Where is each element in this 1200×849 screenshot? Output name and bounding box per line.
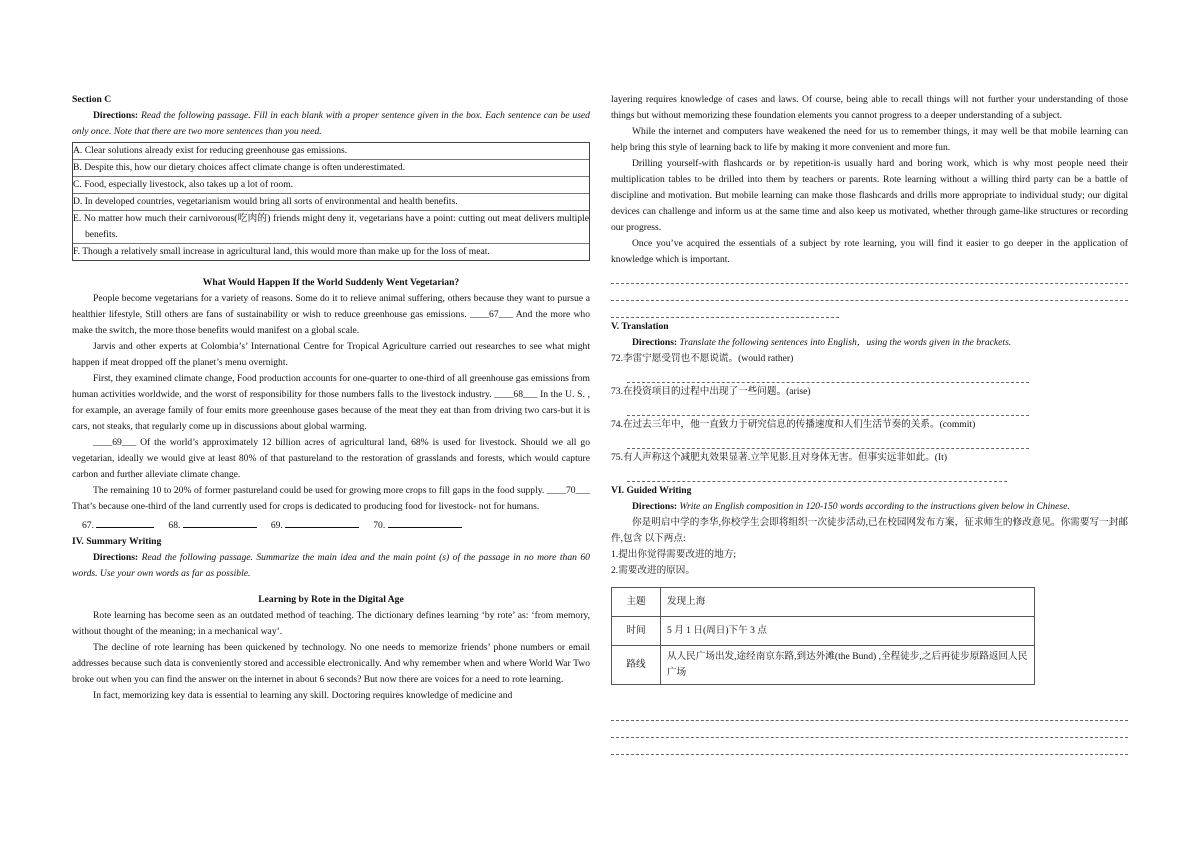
answer-label: 69. — [270, 520, 283, 531]
writing-answer-line[interactable] — [611, 722, 1128, 738]
summary-paragraph: Once you’ve acquired the essentials of a subject by rote learning, you will find it easier to go deeper in the application of knowledge which is important. — [611, 238, 1128, 265]
summary-paragraph: The decline of rote learning has been quickened by technology. No one needs to memorize friends’ phone numbers or email addresses because such data is conveniently stored and accessible electronically. And why remember when and where World War Two broke out when you can find the answer on the internet in about 6 seconds? But now there are voices for a need to rote learning. — [72, 642, 590, 685]
answer-label: 68. — [168, 520, 181, 531]
summary-title: IV. Summary Writing — [72, 536, 162, 547]
summary-paragraph: While the internet and computers have weakened the need for us to remember things, it may well be that mobile learning can help bring this style of learning back to life by making it more convenient and more fun. — [611, 126, 1128, 153]
directions-label: Directions: — [632, 337, 678, 348]
answer-blank-68[interactable] — [183, 515, 257, 528]
translation-item: 72.李雷宁愿受罚也不愿说谎。(would rather) — [611, 353, 794, 364]
directions-text: Translate the following sentences into English，using the words given in the brackets. — [679, 337, 1012, 348]
option-e: E. No matter how much their carnivorous(吃肉的) friends might deny it, vegetarians have a point: cutting out meat delivers multiple benefits. — [73, 211, 589, 244]
summary-paragraph: In fact, memorizing key data is essential to learning any skill. Doctoring requires knowledge of medicine and — [93, 690, 513, 701]
summary-answer-line[interactable] — [611, 285, 1128, 301]
summary-paragraph: layering requires knowledge of cases and laws. Of course, being able to recall things will not further your understanding of those things but without memorizing these foundation elements you cannot progress to a deeper understanding of a subject. — [611, 94, 1128, 121]
writing-point: 2.需要改进的原因。 — [611, 565, 695, 576]
writing-answer-line[interactable] — [611, 705, 1128, 721]
option-c: C. Food, especially livestock, also takes up a lot of room. — [73, 177, 589, 194]
table-row — [612, 588, 1035, 617]
directions-label: Directions: — [93, 552, 139, 563]
table-key: 时间 — [612, 617, 661, 646]
writing-title: VI. Guided Writing — [611, 485, 692, 496]
translation-directions — [611, 335, 1128, 351]
passage-title: What Would Happen If the World Suddenly Went Vegetarian? — [202, 277, 460, 288]
summary-directions — [72, 550, 590, 582]
table-key: 主题 — [612, 588, 661, 617]
option-d: D. In developed countries, vegetarianism would bring all sorts of environmental and health benefits. — [73, 194, 589, 211]
directions-label: Directions: — [93, 110, 139, 121]
option-f: F. Though a relatively small increase in agricultural land, this would more than make up for the loss of meat. — [73, 246, 490, 257]
translation-answer-line[interactable] — [627, 367, 1029, 383]
translation-answer-line[interactable] — [627, 400, 1029, 416]
writing-point: 1.提出你觉得需要改进的地方; — [611, 549, 736, 560]
table-value: 发现上海 — [661, 588, 1035, 617]
summary-passage-title: Learning by Rote in the Digital Age — [258, 594, 404, 605]
translation-item: 75.有人声称这个减肥丸效果显著.立竿见影.且对身体无害。但事实远非如此。(It) — [611, 452, 948, 463]
writing-answer-line[interactable] — [611, 739, 1128, 755]
right-column — [611, 92, 1128, 756]
translation-answer-line[interactable] — [627, 433, 1029, 449]
directions-text: Write an English composition in 120-150 words according to the instructions given below in Chinese. — [679, 501, 1070, 512]
table-value: 5 月 1 日(周日)下午 3 点 — [661, 617, 1035, 646]
passage-paragraph: First, they examined climate change, Food production accounts for one-quarter to one-third of all greenhouse gas emissions from human activities worldwide, and the worst of responsibility for those numbers falls to the livestock industry. ____68___ In the U. S. , for example, an average family of four emits more greenhouse gases because of the meat they eat than from driving two cars-but it is cars, not steaks, that regularly come up in discussions about global warming. — [72, 373, 590, 432]
options-box — [72, 142, 590, 261]
directions-text: Read the following passage. Summarize the main idea and the main point (s) of the passage in no more than 60 words. Use your own words as far as possible. — [72, 552, 590, 579]
table-row — [612, 646, 1035, 685]
plan-table — [611, 587, 1035, 685]
answer-label: 67. — [82, 520, 94, 531]
summary-paragraph: Drilling yourself-with flashcards or by repetition-is usually hard and boring work, which is why most people need their multiplication tables to be drilled into them by teachers or parents. Rote learning without a willing third party can be a battle of discipline and motivation. But mobile learning can make those flashcards and drills more appropriate to individual study; our digital devices can challenge and inform us at the same time and also keep us motivated, whether through game-like structures or recording our progress. — [611, 158, 1128, 233]
summary-answer-line[interactable] — [611, 268, 1128, 284]
answer-label: 70. — [373, 520, 386, 531]
summary-answer-line[interactable] — [611, 302, 839, 318]
table-value: 从人民广场出发,途经南京东路,到达外滩(the Bund) ,全程徒步,之后再徒步原路返回人民广场 — [661, 646, 1035, 685]
translation-item: 74.在过去三年中，他一直致力于研究信息的传播速度和人们生活节奏的关系。(commit) — [611, 419, 976, 430]
directions-text: Read the following passage. Fill in each blank with a proper sentence given in the box. Each sentence can be used only once. Note that there are two more sentences than you need. — [72, 110, 590, 137]
section-c-directions — [72, 108, 590, 140]
writing-directions — [611, 499, 1128, 515]
translation-title: V. Translation — [611, 321, 669, 332]
option-b: B. Despite this, how our dietary choices affect climate change is often underestimated. — [73, 160, 589, 177]
translation-item: 73.在投资项目的过程中出现了一些问题。(arise) — [611, 386, 811, 397]
writing-prompt: 你是明启中学的李华,你校学生会即将组织一次徒步活动,已在校园网发布方案，征求师生的修改意见。你需要写一封邮件,包含 以下两点: — [611, 517, 1128, 544]
passage-paragraph: The remaining 10 to 20% of former pastureland could be used for growing more crops to fill gaps in the food supply. ____70___ That’s because one-third of the land currently used for crops is dedicated to producing food for livestock- not for humans. — [72, 485, 590, 512]
section-c-title: Section C — [72, 94, 112, 105]
table-row — [612, 617, 1035, 646]
summary-paragraph: Rote learning has become seen as an outdated method of teaching. The dictionary defines learning ‘by rote’ as: ‘from memory, without thought of the meaning; in a mechanical way’. — [72, 610, 590, 637]
answer-blank-67[interactable] — [96, 515, 154, 528]
passage-paragraph: ____69___ Of the world’s approximately 12 billion acres of agricultural land, 68% is used for livestock. Should we all go vegetarian, ideally we would give at least 80% of that pastureland to the restoration of grasslands and forests, which would capture carbon and further alleviate climate change. — [72, 437, 590, 480]
passage-paragraph: Jarvis and other experts at Colombia’s’ International Centre for Tropical Agriculture carried out researches to see what might happen if meat dropped off the planet’s menu overnight. — [72, 341, 590, 368]
table-key: 路线 — [612, 646, 661, 685]
option-a: A. Clear solutions already exist for reducing greenhouse gas emissions. — [73, 143, 589, 160]
answer-blank-70[interactable] — [388, 515, 462, 528]
answer-blanks — [72, 515, 590, 534]
answer-blank-69[interactable] — [285, 515, 359, 528]
passage-paragraph: People become vegetarians for a variety of reasons. Some do it to relieve animal suffering, others because they want to pursue a healthier lifestyle, Still others are fans of sustainability or wish to reduce greenhouse gas emissions. ____67___ And the more who make the switch, the more those benefits would manifest on a global scale. — [72, 293, 590, 336]
directions-label: Directions: — [632, 501, 678, 512]
left-column — [72, 92, 590, 704]
translation-answer-line[interactable] — [627, 466, 1007, 482]
